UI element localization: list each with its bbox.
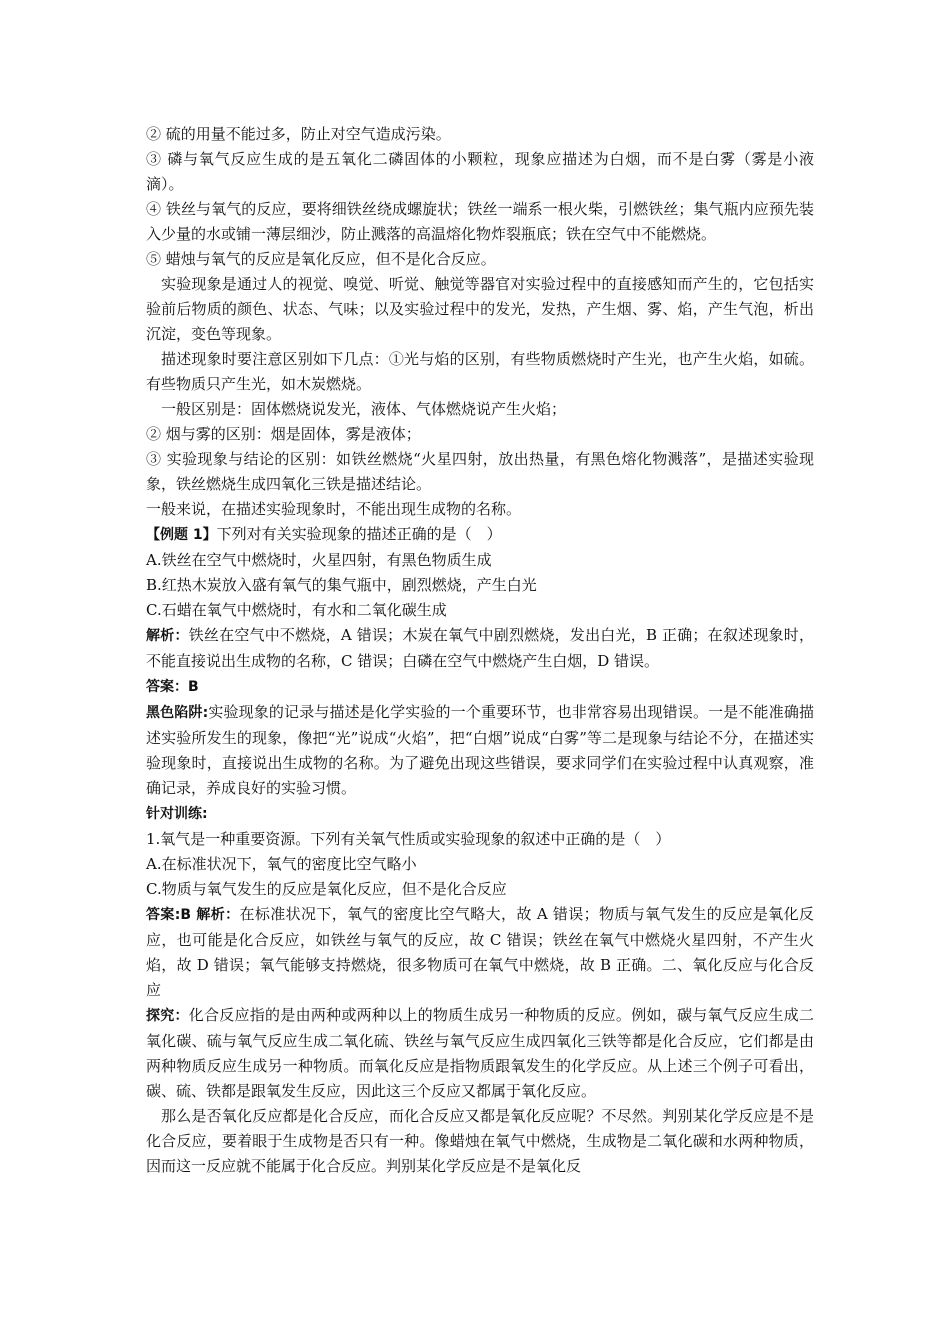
training-option-c: C.物质与氧气发生的反应是氧化反应，但不是化合反应 (146, 880, 507, 898)
training-question-1: 1.氧气是一种重要资源。下列有关氧气性质或实验现象的叙述中正确的是（ ） (146, 830, 671, 848)
training-analysis-label: 解析： (196, 907, 240, 923)
analysis-label: 解析： (146, 628, 189, 644)
paragraph-general-rule: 一般来说，在描述实验现象时，不能出现生成物的名称。 (146, 500, 522, 518)
training-answer-label: 答案: (146, 907, 181, 923)
example-label: 【例题 1】 (146, 527, 217, 543)
paragraph-phenomenon-conclusion: ③ 实验现象与结论的区别：如铁丝燃烧“火星四射，放出热量，有黑色熔化物溅落”，是描述实验现象，铁丝燃烧生成四氧化三铁是描述结论。 (146, 450, 814, 493)
explore-paragraph (146, 1003, 814, 1104)
black-trap (146, 700, 814, 801)
document-page (146, 122, 814, 1179)
answer-label: 答案： (146, 679, 188, 695)
explore-label: 探究： (146, 1008, 189, 1024)
trap-label: 黑色陷阱: (146, 705, 209, 721)
paragraph-smoke-fog-difference: ② 烟与雾的区别：烟是固体，雾是液体； (146, 425, 421, 443)
example-option-b: B.红热木炭放入盛有氧气的集气瓶中，剧烈燃烧，产生白光 (146, 576, 537, 594)
analysis-text: 铁丝在空气中不燃烧，A 错误；木炭在氧气中剧烈燃烧，发出白光，B 正确；在叙述现象时，不能直接说出生成物的名称，C 错误；白磷在空气中燃烧产生白烟，D 错误。 (146, 626, 814, 670)
paragraph-phosphorus-note: ③ 磷与氧气反应生成的是五氧化二磷固体的小颗粒，现象应描述为白烟，而不是白雾（雾是小液滴）。 (146, 150, 814, 193)
training-analysis-text: 在标准状况下，氧气的密度比空气略大，故 A 错误；物质与氧气发生的反应是氧化反应，也可能是化合反应，如铁丝与氧气的反应，故 C 错误；铁丝在氧气中燃烧火星四射，不产生火焰，故 D 错误；氧气能够支持燃烧，很多物质可在氧气中燃烧，故 B 正确。二、氧化反应与化合反应 (146, 905, 815, 999)
paragraph-iron-note: ④ 铁丝与氧气的反应，要将细铁丝绕成螺旋状；铁丝一端系一根火柴，引燃铁丝；集气瓶内应预先装入少量的水或铺一薄层细沙，防止溅落的高温熔化物炸裂瓶底；铁在空气中不能燃烧。 (146, 200, 814, 243)
example-option-a: A.铁丝在空气中燃烧时，火星四射，有黑色物质生成 (146, 551, 492, 569)
trap-text: 实验现象的记录与描述是化学实验的一个重要环节，也非常容易出现错误。一是不能准确描述实验所发生的现象，像把“光”说成“火焰”，把“白烟”说成“白雾”等二是现象与结论不分，在描述实验现象时，直接说出生成物的名称。为了避免出现这些错误，要求同学们在实验过程中认真观察，准确记录，养成良好的实验习惯。 (146, 703, 814, 797)
training-heading: 针对训练: (146, 806, 208, 822)
paragraph-last: 那么是否氧化反应都是化合反应，而化合反应又都是氧化反应呢？不尽然。判别某化学反应是不是化合反应，要着眼于生成物是否只有一种。像蜡烛在氧气中燃烧，生成物是二氧化碳和水两种物质，因而这一反应就不能属于化合反应。判别某化学反应是不是氧化反 (146, 1107, 814, 1175)
explore-text: 化合反应指的是由两种或两种以上的物质生成另一种物质的反应。例如，碳与氧气反应生成二氧化碳、硫与氧气反应生成二氧化硫、铁丝与氧气反应生成四氧化三铁等都是化合反应，它们都是由两种物质反应生成另一种物质。而氧化反应是指物质跟氧发生的化学反应。从上述三个例子可看出，碳、硫、铁都是跟氧发生反应，因此这三个反应又都属于氧化反应。 (146, 1006, 815, 1100)
answer-value: B (188, 679, 199, 695)
training-answer-value: B (180, 907, 197, 923)
example-answer (146, 674, 814, 700)
paragraph-general-difference: 一般区别是：固体燃烧说发光，液体、气体燃烧说产生火焰； (161, 400, 567, 418)
training-option-a: A.在标准状况下，氧气的密度比空气略小 (146, 855, 417, 873)
training-answer (146, 902, 814, 1003)
paragraph-light-flame-difference: 描述现象时要注意区别如下几点：①光与焰的区别，有些物质燃烧时产生光，也产生火焰，如硫。有些物质只产生光，如木炭燃烧。 (146, 350, 814, 393)
paragraph-phenomenon-definition: 实验现象是通过人的视觉、嗅觉、听觉、触觉等器官对实验过程中的直接感知而产生的，它包括实验前后物质的颜色、状态、气味；以及实验过程中的发光，发热，产生烟、雾、焰，产生气泡，析出沉淀，变色等现象。 (146, 275, 814, 343)
example-text: 下列对有关实验现象的描述正确的是（ ） (216, 525, 502, 543)
example-analysis (146, 623, 814, 674)
example-question (146, 522, 814, 548)
paragraph-candle-note: ⑤ 蜡烛与氧气的反应是氧化反应，但不是化合反应。 (146, 250, 496, 268)
example-option-c: C.石蜡在氧气中燃烧时，有水和二氧化碳生成 (146, 601, 447, 619)
paragraph-sulfur-note: ② 硫的用量不能过多，防止对空气造成污染。 (146, 125, 451, 143)
